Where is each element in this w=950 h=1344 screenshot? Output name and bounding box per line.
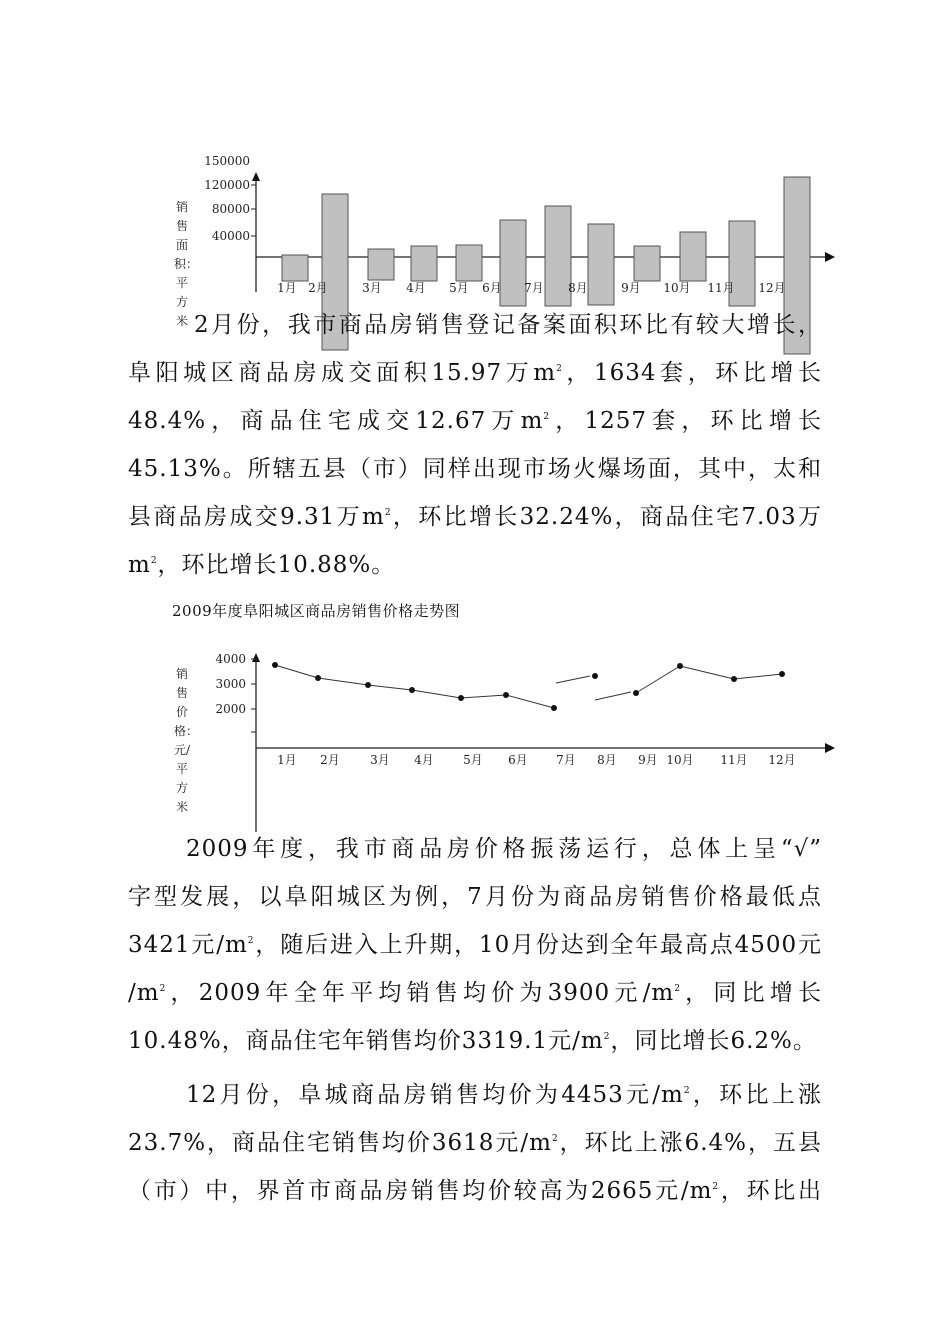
y-tick-label: 40000 [211,229,250,243]
data-point-5 [458,695,464,701]
x-tick-label: 1月 [277,281,297,295]
x-tick-label: 6月 [508,753,528,767]
text-line: 23.7%，商品住宅销售均价3618元$/m^2$，环比上涨6.4%，五县 [128,1130,822,1156]
data-point-10 [677,663,683,669]
x-tick-label: 10月 [663,281,691,295]
x-tick-label: 11月 [707,281,735,295]
series-line-segment [275,665,318,678]
series-line-segment [412,690,461,698]
text-line: $/m^2$，2009年全年平均销售均价为3900元$/m^2$，同比增长 [128,980,822,1006]
data-point-6 [503,692,509,698]
series-line-segment [595,692,631,700]
y-tick-label: 4000 [215,652,246,666]
x-tick-label: 2月 [320,753,340,767]
y-tick-label: 80000 [211,202,250,216]
data-point-2 [315,675,321,681]
paragraph-december [128,1076,822,1226]
y-axis-arrow [252,653,260,662]
x-tick-label: 8月 [597,753,617,767]
data-point-9 [633,690,639,696]
text-line: 48.4%，商品住宅成交12.67万$m^2$，1257套，环比增长 [128,408,822,434]
x-tick-label: 5月 [449,281,469,295]
text-line: 县商品房成交9.31万$m^2$，环比增长32.24%，商品住宅7.03万 [128,504,822,530]
data-point-11 [731,676,737,682]
y-tick-label: 3000 [215,677,246,691]
x-tick-label: 4月 [406,281,426,295]
data-point-8 [592,673,598,679]
series-line-segment [636,666,680,693]
x-tick-label: 7月 [524,281,544,295]
text-line: $m^2$，环比增长10.88%。 [128,552,396,578]
series-line-segment [461,695,506,698]
x-tick-label: 11月 [720,753,748,767]
text-line: 10.48%，商品住宅年销售均价3319.1元$/m^2$，同比增长6.2%。 [128,1028,817,1054]
text-line: （市）中，界首市商品房销售均价较高为2665元$/m^2$，环比出 [128,1178,822,1204]
y-tick-label: 150000 [204,154,250,168]
text-line: 45.13%。所辖五县（市）同样出现市场火爆场面，其中，太和 [128,456,822,482]
line-chart-y-label: 销售价格：元/平方米 [174,667,199,814]
x-tick-label: 6月 [482,281,502,295]
data-point-1 [272,662,278,668]
x-tick-label: 8月 [568,281,588,295]
x-tick-label: 5月 [463,753,483,767]
x-tick-label: 12月 [768,753,796,767]
text-line: 2月份，我市商品房销售登记备案面积环比有较大增长， [194,312,822,338]
y-tick-label: 120000 [204,178,250,192]
x-tick-label: 3月 [370,753,390,767]
bar-chart-y-label: 销售面积：平方米 [174,200,199,328]
text-line: 阜阳城区商品房成交面积15.97万$m^2$，1634套，环比增长 [128,360,822,386]
x-tick-label: 7月 [556,753,576,767]
x-tick-label: 4月 [414,753,434,767]
series-line-segment [368,685,412,690]
x-tick-label: 2月 [308,281,328,295]
series-line-segment [680,666,734,679]
x-tick-label: 1月 [277,753,297,767]
series-line-segment [556,676,590,683]
x-tick-label: 9月 [621,281,641,295]
x-axis-arrow [825,743,835,753]
data-point-3 [365,682,371,688]
series-line-segment [734,674,782,679]
data-point-12 [779,671,785,677]
text-line: 3421元$/m^2$，随后进入上升期，10月份达到全年最高点4500元 [128,932,822,958]
series-line-segment [318,678,368,685]
data-point-4 [409,687,415,693]
series-line-segment [506,695,554,708]
x-tick-label: 9月 [638,753,658,767]
data-point-7 [551,705,557,711]
x-tick-label: 3月 [362,281,382,295]
x-tick-label: 12月 [758,281,786,295]
y-tick-label: 2000 [215,702,246,716]
price-chart-title: 2009年度阜阳城区商品房销售价格走势图 [172,602,461,620]
text-line: 字型发展，以阜阳城区为例，7月份为商品房销售价格最低点 [128,884,822,910]
paragraph-price-trend [128,830,822,1070]
text-line: 2009年度，我市商品房价格振荡运行，总体上呈“√” [186,836,822,862]
x-tick-label: 10月 [666,753,694,767]
text-line: 12月份，阜城商品房销售均价为4453元$/m^2$，环比上涨 [186,1082,822,1108]
